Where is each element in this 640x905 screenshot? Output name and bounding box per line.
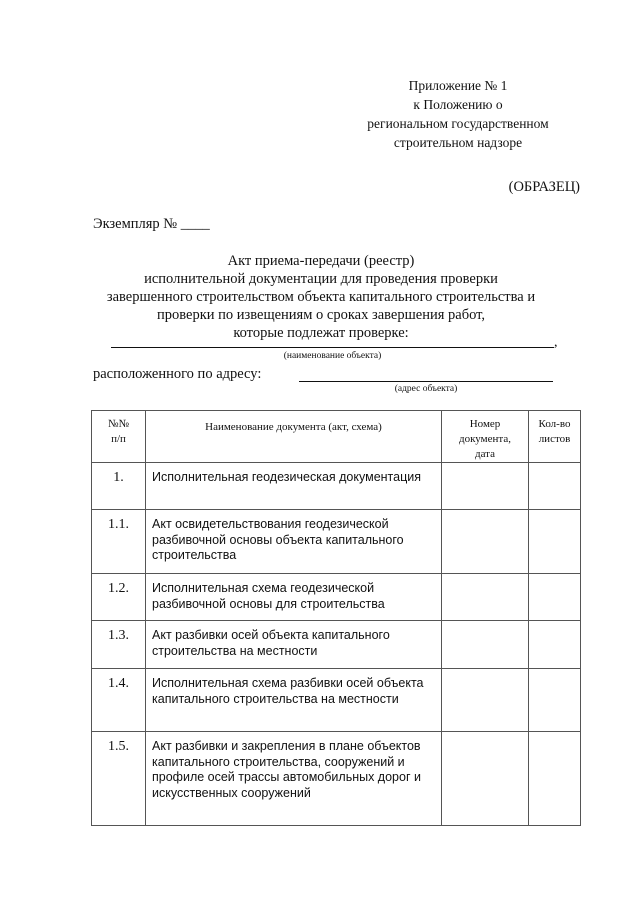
row-num: 1.1. xyxy=(92,510,146,574)
header-doc-number: Номер документа, дата xyxy=(442,411,529,463)
address-label: расположенного по адресу: xyxy=(93,366,262,382)
row-num: 1.2. xyxy=(92,574,146,621)
row-doc-number xyxy=(442,463,529,510)
row-sheets xyxy=(529,463,581,510)
table-row xyxy=(92,621,581,669)
row-doc-number xyxy=(442,574,529,621)
sample-mark: (ОБРАЗЕЦ) xyxy=(508,179,580,195)
act-title-line: Акт приема-передачи (реестр) xyxy=(227,253,415,269)
documents-table xyxy=(91,410,581,826)
table-row xyxy=(92,574,581,621)
row-doc-number xyxy=(442,621,529,669)
row-sheets xyxy=(529,574,581,621)
row-title: Акт разбивки осей объекта капитального строительства на местности xyxy=(146,621,442,669)
appendix-line: к Положению о xyxy=(413,97,503,112)
table-row xyxy=(92,669,581,732)
row-sheets xyxy=(529,732,581,826)
address-caption: (адрес объекта) xyxy=(394,384,458,394)
row-num: 1.5. xyxy=(92,732,146,826)
row-title: Исполнительная геодезическая документация xyxy=(146,463,442,510)
appendix-header xyxy=(330,76,586,152)
row-doc-number xyxy=(442,510,529,574)
header-num: №№ п/п xyxy=(92,411,146,463)
object-name-comma: , xyxy=(554,335,558,350)
row-doc-number xyxy=(442,669,529,732)
row-title: Акт освидетельствования геодезической разбивочной основы объекта капитального строительства xyxy=(146,510,442,574)
act-title-line: исполнительной документации для проведения проверки xyxy=(144,271,498,287)
row-sheets xyxy=(529,669,581,732)
row-num: 1.3. xyxy=(92,621,146,669)
row-sheets xyxy=(529,510,581,574)
appendix-line: региональном государственном xyxy=(367,116,549,131)
header-sheets: Кол-во листов xyxy=(529,411,581,463)
header-doc-name: Наименование документа (акт, схема) xyxy=(146,411,442,463)
object-name-caption: (наименование объекта) xyxy=(283,351,382,361)
row-num: 1. xyxy=(92,463,146,510)
act-title-line: которые подлежат проверке: xyxy=(233,325,409,341)
row-title: Акт разбивки и закрепления в плане объектов капитального строительства, сооружений и профиле осей трассы автомобильных дорог и искусственных сооружений xyxy=(146,732,442,826)
act-title-line: завершенного строительством объекта капитального строительства и xyxy=(106,289,536,305)
appendix-line: Приложение № 1 xyxy=(408,78,508,93)
row-title: Исполнительная схема геодезической разбивочной основы для строительства xyxy=(146,574,442,621)
table-row xyxy=(92,510,581,574)
table-row xyxy=(92,463,581,510)
table-row xyxy=(92,732,581,826)
act-title xyxy=(60,252,582,342)
address-line xyxy=(299,381,553,382)
row-num: 1.4. xyxy=(92,669,146,732)
row-doc-number xyxy=(442,732,529,826)
exemplar-number: Экземпляр № ____ xyxy=(93,216,210,232)
object-name-line xyxy=(111,347,554,348)
table-header-row xyxy=(92,411,581,463)
row-title: Исполнительная схема разбивки осей объекта капитального строительства на местности xyxy=(146,669,442,732)
row-sheets xyxy=(529,621,581,669)
appendix-line: строительном надзоре xyxy=(393,135,523,150)
act-title-line: проверки по извещениям о сроках завершения работ, xyxy=(156,307,485,323)
